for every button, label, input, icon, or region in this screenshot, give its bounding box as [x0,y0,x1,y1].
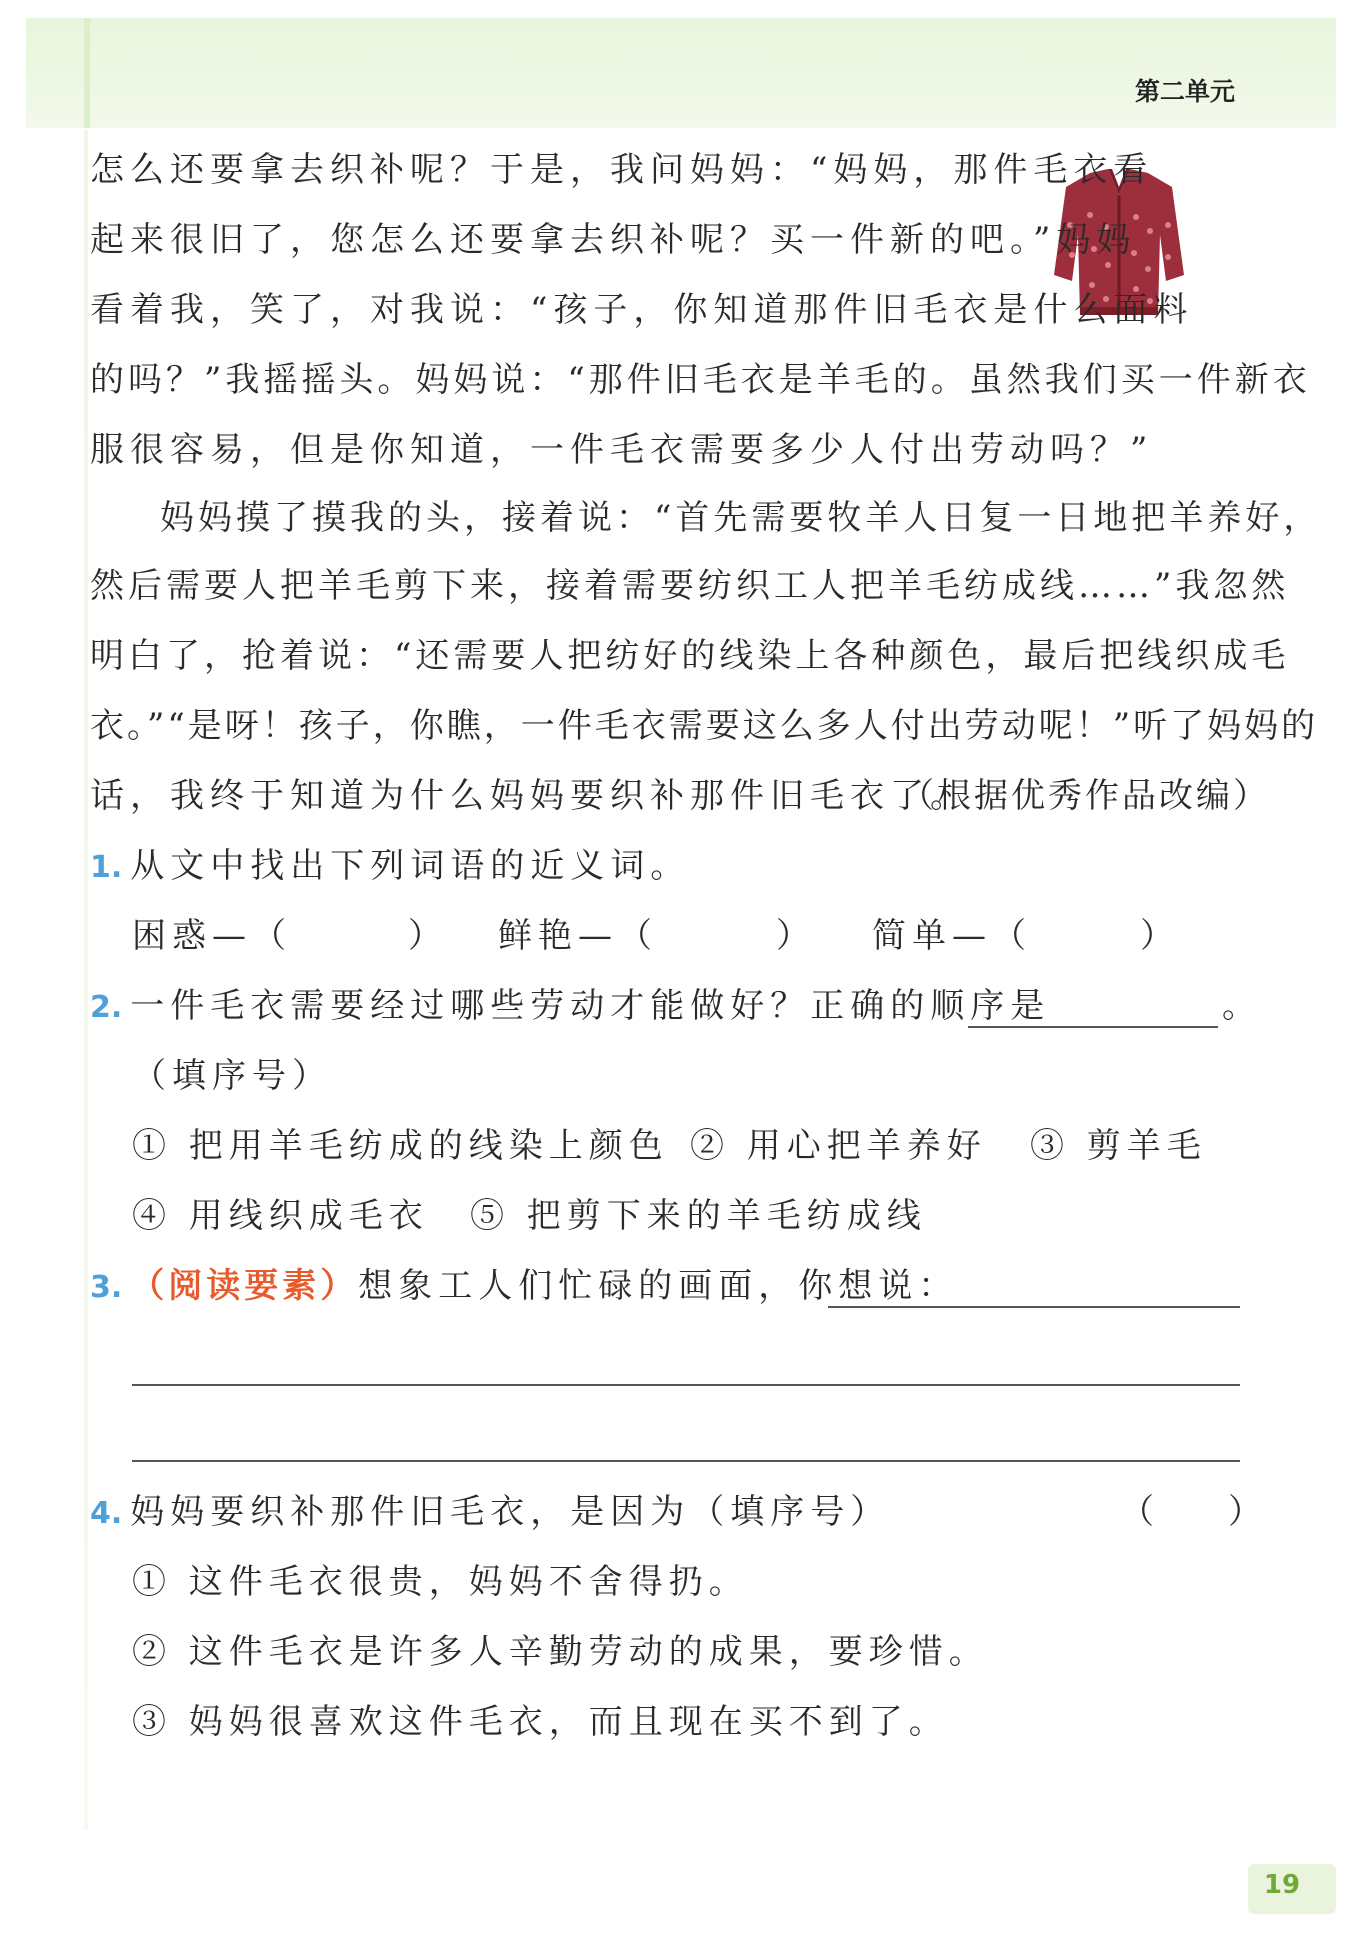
passage-line-8: 明白了，抢着说：“还需要人把纺好的线染上各种颜色，最后把线织成毛 [90,636,1290,676]
header-stripe [84,18,90,128]
q2-option-3: ③ 剪羊毛 [1030,1126,1207,1166]
q4-answer-paren[interactable]: （ ） [1120,1492,1264,1532]
q3-answer-line-1[interactable] [828,1306,1240,1308]
q2-option-2: ② 用心把羊养好 [690,1126,987,1166]
passage-line-4: 的吗？”我摇摇头。妈妈说：“那件旧毛衣是羊毛的。虽然我们买一件新衣 [90,360,1311,400]
passage-line-6: 妈妈摸了摸我的头，接着说：“首先需要牧羊人日复一日地把羊养好， [160,498,1322,538]
margin-line [84,130,88,1830]
q2-note: （填序号） [132,1056,332,1096]
q2-answer-blank[interactable] [968,1026,1218,1028]
question-1 [90,846,690,888]
q4-option-1: ① 这件毛衣很贵，妈妈不舍得扔。 [132,1562,749,1602]
q2-end-mark: 。 [1222,986,1262,1026]
reading-element-tag: （阅读要素） [130,1266,359,1306]
passage-line-9: 衣。”“是呀！孩子，你瞧，一件毛衣需要这么多人付出劳动呢！”听了妈妈的 [90,706,1319,746]
passage-line-2: 起来很旧了，您怎么还要拿去织补呢？买一件新的吧。”妈妈 [90,220,1137,260]
q3-answer-line-2[interactable] [132,1384,1240,1386]
question-3-number: 3. [90,1270,123,1305]
q1-word-3-close: ） [1140,916,1180,956]
question-2 [90,986,1050,1028]
unit-label: 第二单元 [1134,77,1235,106]
q4-option-3: ③ 妈妈很喜欢这件毛衣，而且现在买不到了。 [132,1702,949,1742]
q2-option-1: ① 把用羊毛纺成的线染上颜色 [132,1126,669,1166]
q1-word-2-close: ） [776,916,816,956]
question-3-text: 想象工人们忙碌的画面，你想说： [358,1266,959,1306]
question-4-number: 4. [90,1496,123,1531]
passage-line-10: 话，我终于知道为什么妈妈要织补那件旧毛衣了。 [90,776,970,816]
question-3 [90,1266,958,1308]
question-4-text: 妈妈要织补那件旧毛衣，是因为（填序号） [130,1492,891,1532]
q3-answer-line-3[interactable] [132,1460,1240,1462]
question-4 [90,1492,890,1534]
passage-line-3: 看着我，笑了，对我说：“孩子，你知道那件旧毛衣是什么面料 [90,290,1194,330]
passage-line-5: 服很容易，但是你知道，一件毛衣需要多少人付出劳动吗？” [90,430,1154,470]
question-1-number: 1. [90,850,123,885]
passage-line-7: 然后需要人把羊毛剪下来，接着需要纺织工人把羊毛纺成线……”我忽然 [90,566,1290,606]
q1-word-1: 困惑—（ [132,916,292,956]
q4-option-2: ② 这件毛衣是许多人辛勤劳动的成果，要珍惜。 [132,1632,989,1672]
passage-source: （根据优秀作品改编） [900,776,1270,816]
q1-word-2: 鲜艳—（ [498,916,658,956]
passage-line-1: 怎么还要拿去织补呢？于是，我问妈妈：“妈妈，那件毛衣看 [90,150,1154,190]
q1-word-3: 简单—（ [872,916,1032,956]
page-number: 19 [1263,1870,1301,1900]
question-2-number: 2. [90,990,123,1025]
q1-word-1-close: ） [408,916,448,956]
q2-option-4: ④ 用线织成毛衣 [132,1196,429,1236]
q2-option-5: ⑤ 把剪下来的羊毛纺成线 [470,1196,927,1236]
question-1-text: 从文中找出下列词语的近义词。 [130,846,691,886]
question-2-text: 一件毛衣需要经过哪些劳动才能做好？正确的顺序是 [130,986,1051,1026]
